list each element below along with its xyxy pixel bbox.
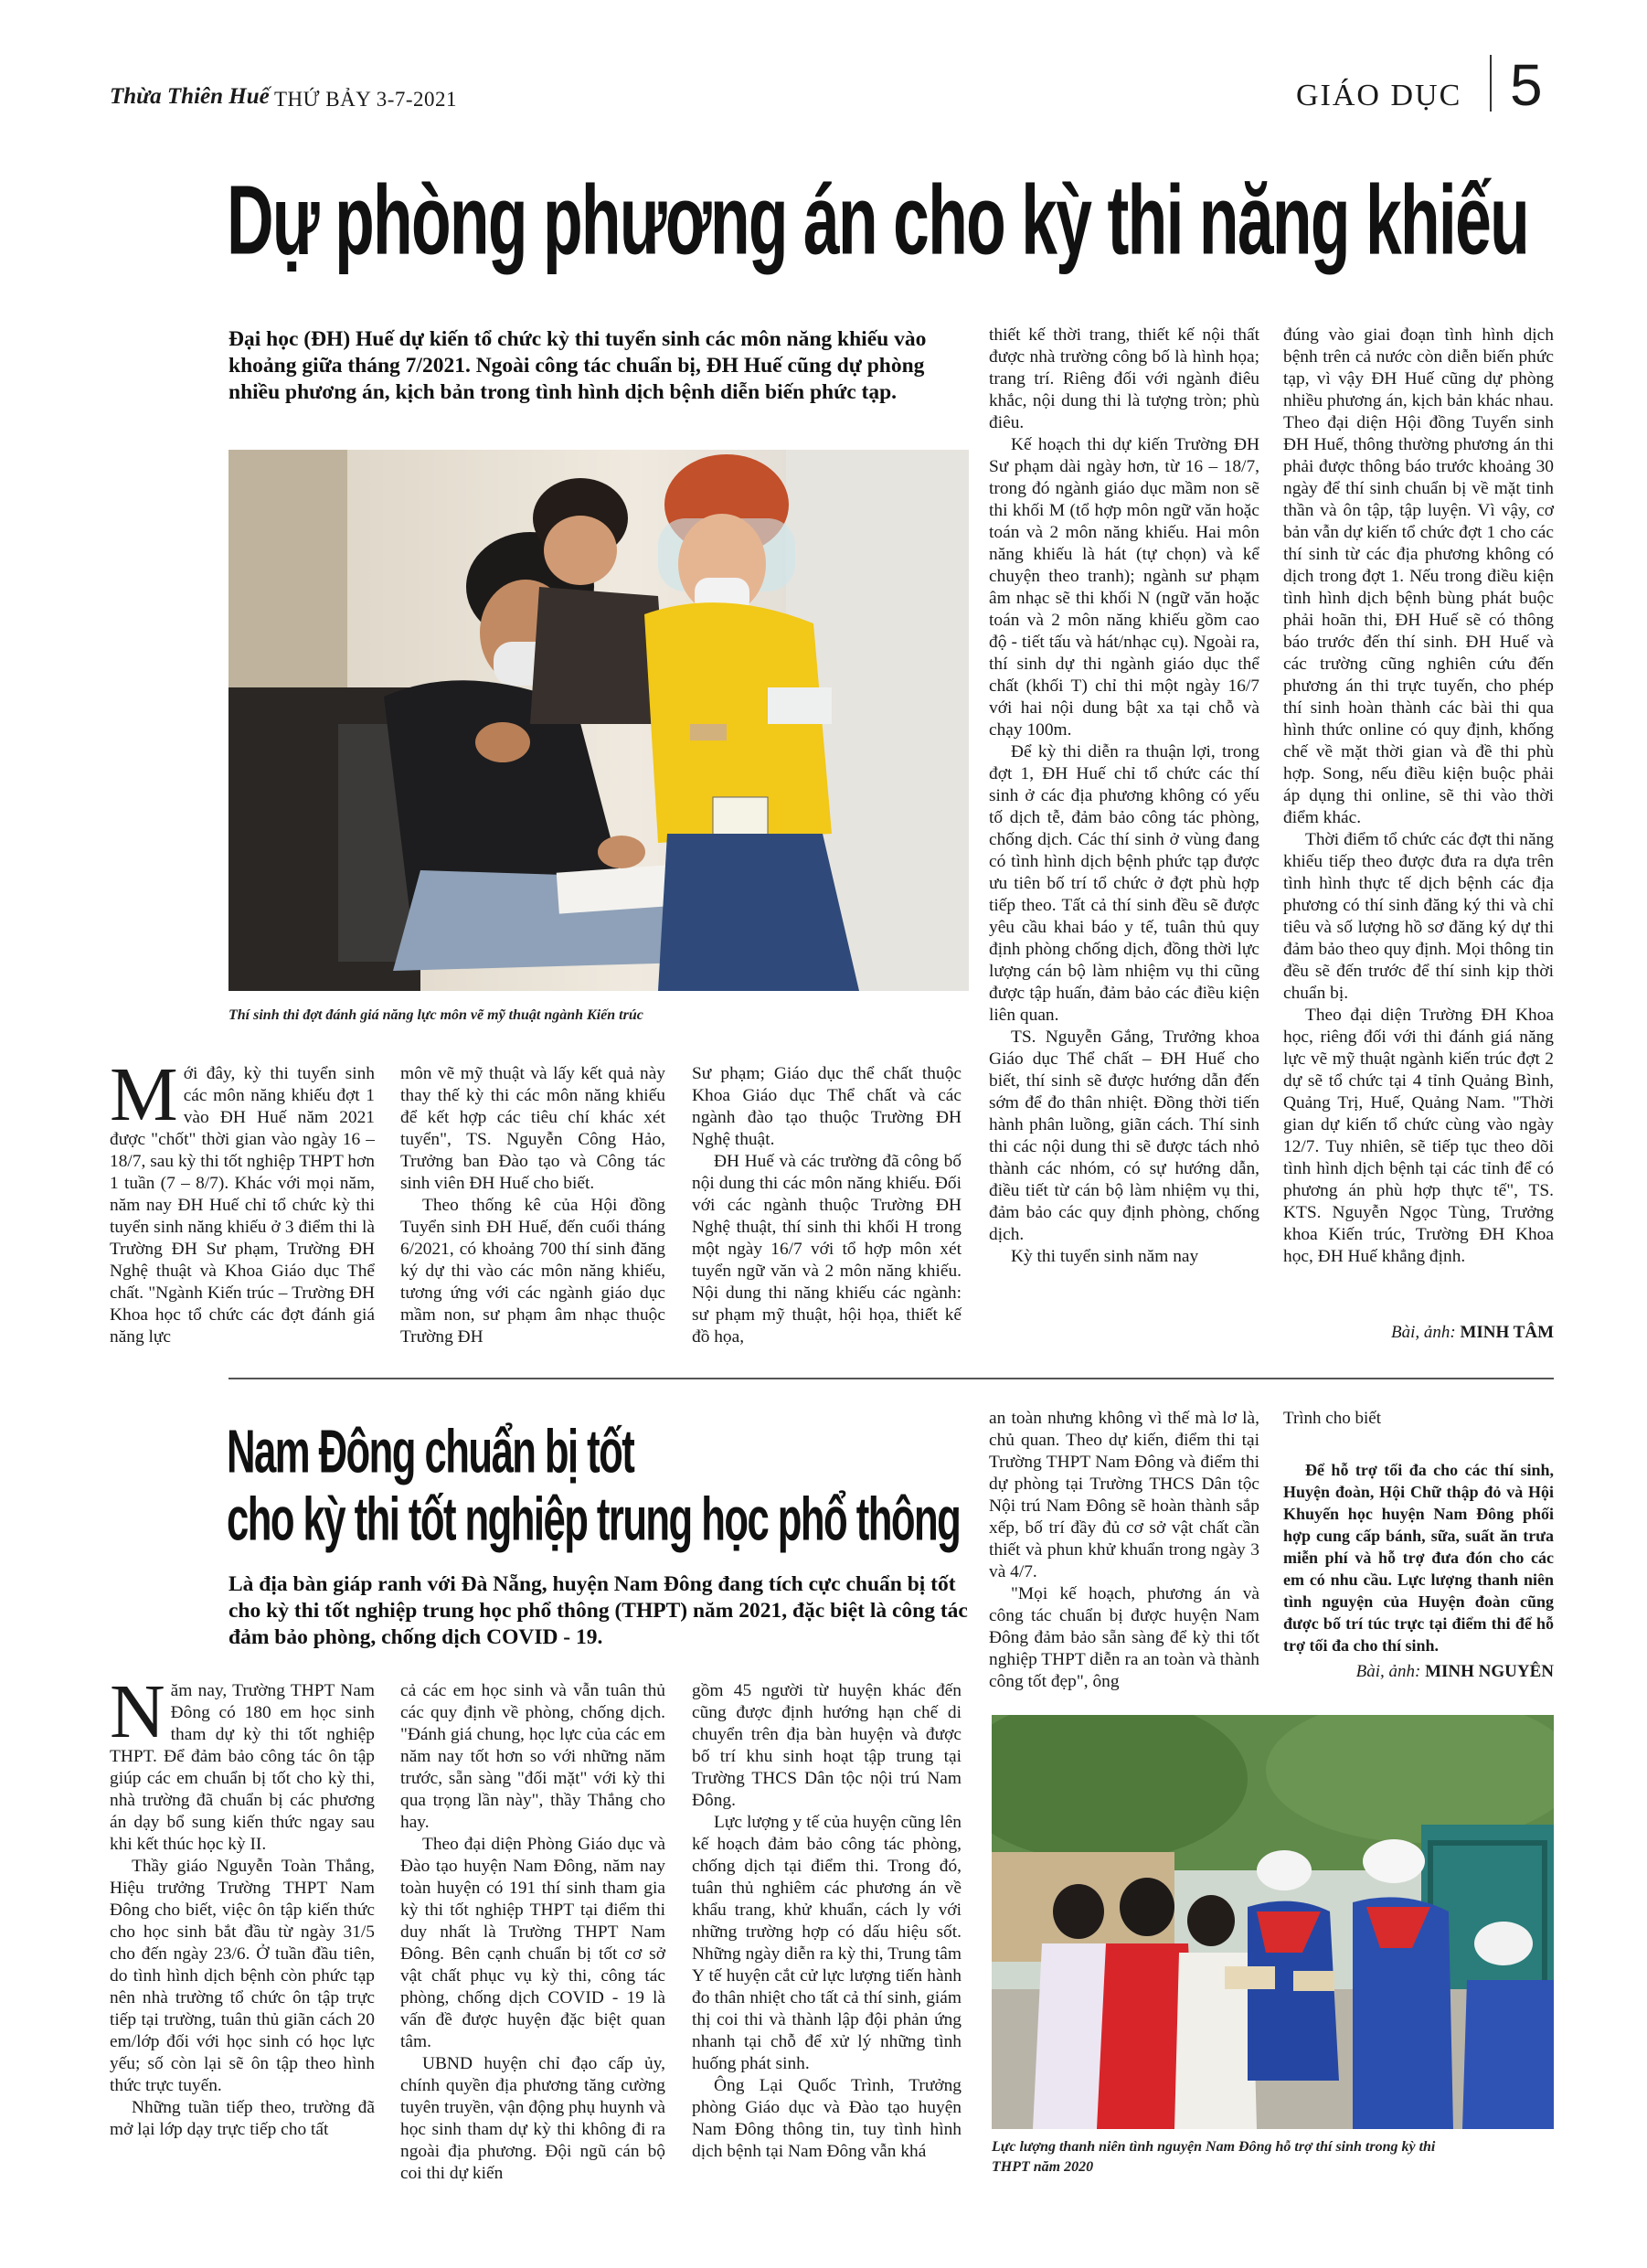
article2-column-3	[692, 1680, 962, 2163]
section-name: GIÁO DỤC	[1296, 79, 1462, 112]
article2-col2-p1: cả các em học sinh và vẫn tuân thủ các quy định về phòng, chống dịch. "Đánh giá chung, học lực của các em năm nay tốt hơn so với những năm trước, sẵn sàng "đối mặt" với kỳ thi qua trọng lần này", thầy Thắng cho hay.	[400, 1681, 665, 1832]
article1-col3-p2: ĐH Huế và các trường đã công bố nội dung thi các môn năng khiếu. Đối với các ngành thuộc Trường ĐH Nghệ thuật, thí sinh thi khối H trong một ngày 16/7 với tổ hợp môn xét tuyển ngữ văn và 2 môn năng khiếu. Nội dung thi năng khiếu các ngành: sư phạm mỹ thuật, hội họa, thiết kế đồ họa,	[692, 1152, 962, 1347]
article1-col4-p3: Để kỳ thi diễn ra thuận lợi, trong đợt 1, ĐH Huế chỉ tổ chức các thí sinh ở các địa phương không có yếu tố dịch tễ, đảm bảo công tác phòng, chống dịch. Các thí sinh ở vùng đang có tình hình dịch bệnh phức tạp được ưu tiên bố trí tổ chức ở đợt phù hợp tiếp theo. Tất cả thí sinh đều sẽ được yêu cầu khai báo y tế, tuân thủ quy định phòng chống dịch, đồng thời lực lượng cán bộ làm nhiệm vụ thi cũng được tập huấn, đảm bảo các điều kiện liên quan.	[989, 742, 1259, 1025]
article2-headline-line1: Nam Đông chuẩn bị tốt	[227, 1416, 634, 1485]
article1-headline: Dự phòng phương án cho kỳ thi năng khiếu	[227, 165, 1529, 276]
page-number: 5	[1510, 52, 1543, 118]
article1-dropcap: M	[110, 1052, 178, 1137]
article2-dropcap: N	[110, 1669, 165, 1754]
article2-col1-p2: Thầy giáo Nguyễn Toàn Thắng, Hiệu trưởng Trường THPT Nam Đông cho biết, việc ôn tập kiến thức cho học sinh bắt đầu từ ngày 31/5 cho đến ngày 23/6. Ở tuần đầu tiên, do tình hình dịch bệnh còn phức tạp nên nhà trường tổ chức ôn tập trực tiếp tại trường, tuân thủ giãn cách 20 em/lớp đối với học sinh có học lực yếu; số còn lại sẽ ôn tập theo hình thức trực tuyến.	[110, 1857, 375, 2095]
article1-col2-p2: Theo thống kê của Hội đồng Tuyển sinh ĐH Huế, đến cuối tháng 6/2021, có khoảng 700 thí sinh đăng ký dự thi vào các môn năng khiếu, tương ứng với các ngành giáo dục mầm non, sư phạm âm nhạc thuộc Trường ĐH	[400, 1196, 665, 1347]
article1-col4-p1: thiết kế thời trang, thiết kế nội thất được nhà trường công bố là hình họa; trang trí. Riêng đối với ngành điêu khắc, nội dung thi là tượng tròn; phù điêu.	[989, 325, 1259, 432]
article1-column-3	[692, 1063, 962, 1348]
article1-column-4	[989, 325, 1259, 1268]
article2-sidebar-box: Để hỗ trợ tối đa cho các thí sinh, Huyện đoàn, Hội Chữ thập đỏ và Hội Khuyến học huyện Nam Đông phối hợp cung cấp bánh, sữa, suất ăn trưa miễn phí và hỗ trợ đưa đón cho các em có nhu cầu. Lực lượng thanh niên tình nguyện của Huyện đoàn cũng được bố trí túc trực tại điểm thi để hỗ trợ tối đa cho thí sinh.	[1283, 1461, 1554, 1655]
article2-column-2	[400, 1680, 665, 2185]
article1-col5-p2: Thời điểm tổ chức các đợt thi năng khiếu tiếp theo được đưa ra dựa trên tình hình thực tế dịch bệnh các địa phương có thí sinh đăng ký thi và chỉ tiêu và số lượng hồ sơ đăng ký dự thi đảm bảo theo quy định. Mọi thông tin đều sẽ đến trước để thí sinh kịp thời chuẩn bị.	[1283, 830, 1554, 1003]
article2-col1-p3: Những tuần tiếp theo, trường đã mở lại lớp dạy trực tiếp cho tất	[110, 2098, 375, 2139]
article1-col4-p5: Kỳ thi tuyển sinh năm nay	[1011, 1247, 1199, 1266]
volunteers-photo	[992, 1715, 1554, 2129]
article2-lead: Là địa bàn giáp ranh với Đà Nẵng, huyện Nam Đông đang tích cực chuẩn bị tốt cho kỳ thi tốt nghiệp trung học phổ thông (THPT) năm 2021, đặc biệt là công tác đảm bảo phòng, chống dịch COVID - 19.	[228, 1572, 968, 1649]
article2-col4-p1: an toàn nhưng không vì thế mà lơ là, chủ quan. Theo dự kiến, điểm thi tại Trường THPT Nam Đông và điểm thi dự phòng tại Trường THCS Dân tộc Nội trú Nam Đông sẽ hoàn thành sắp xếp, bố trí đầy đủ cơ sở vật chất cần thiết và phun khử khuẩn trong ngày 3 và 4/7.	[989, 1409, 1259, 1581]
article2-photo	[992, 1715, 1554, 2129]
article2-byline	[1283, 1662, 1554, 1682]
article2-col2-p3: UBND huyện chỉ đạo cấp ủy, chính quyền địa phương tăng cường tuyên truyền, vận động phụ huynh và học sinh tham dự kỳ thi không đi ra ngoài địa phương. Đội ngũ cán bộ coi thi dự kiến	[400, 2054, 665, 2183]
article1-lead: Đại học (ĐH) Huế dự kiến tổ chức kỳ thi tuyển sinh các môn năng khiếu vào khoảng giữa tháng 7/2021. Ngoài công tác chuẩn bị, ĐH Huế cũng dự phòng nhiều phương án, kịch bản trong tình hình dịch bệnh diễn biến phức tạp.	[228, 327, 927, 404]
article1-col4-p2: Kế hoạch thi dự kiến Trường ĐH Sư phạm dài ngày hơn, từ 16 – 18/7, trong đó ngành giáo dục mầm non sẽ thi khối M (tổ hợp môn ngữ văn hoặc toán và 2 môn năng khiếu. Hai môn năng khiếu là hát (tự chọn) và kể chuyện theo tranh); ngành sư phạm âm nhạc sẽ thi khối N (ngữ văn hoặc toán và 2 môn năng khiếu gồm cao độ - tiết tấu và hát/nhạc cụ). Ngoài ra, thí sinh dự thi ngành giáo dục thể chất (khối T) chỉ thi một ngày 16/7 với hai nội dung bật xa tại chỗ và chạy 100m.	[989, 435, 1259, 740]
article2-photo-caption: Lực lượng thanh niên tình nguyện Nam Đông hỗ trợ thí sinh trong kỳ thi THPT năm 2020	[992, 2139, 1436, 2175]
article1-photo	[228, 450, 969, 991]
article2-col2-p2: Theo đại diện Phòng Giáo dục và Đào tạo huyện Nam Đông, năm nay toàn huyện có 191 thí sinh tham gia kỳ thi tốt nghiệp THPT tại điểm thi duy nhất là Trường THPT Nam Đông. Bên cạnh chuẩn bị tốt cơ sở vật chất phục vụ kỳ thi, công tác phòng, chống dịch COVID - 19 là vấn đề được huyện đặc biệt quan tâm.	[400, 1835, 665, 2051]
article2-column-4	[989, 1408, 1259, 1693]
article2-column-1	[110, 1669, 375, 2141]
article2-byline-label: Bài, ảnh:	[1355, 1662, 1421, 1681]
article2-col3-p1: gồm 45 người từ huyện khác đến cũng được định hướng hạn chế di chuyển trên địa bàn huyện và được bố trí khu sinh hoạt tập trung tại Trường THCS Dân tộc nội trú Nam Đông.	[692, 1681, 962, 1810]
article2-col3-p2: Lực lượng y tế của huyện cũng lên kế hoạch đảm bảo công tác phòng, chống dịch tại điểm thi. Trong đó, tuân thủ nghiêm các phương án về khẩu trang, khử khuẩn, cách ly với những trường hợp có dấu hiệu sốt. Những ngày diễn ra kỳ thi, Trung tâm Y tế huyện cắt cử lực lượng tiến hành đo thân nhiệt cho tất cả thí sinh, giám thị coi thi và thành lập đội phản ứng nhanh tại chỗ để xử lý những tình huống phát sinh.	[692, 1813, 962, 2073]
article2-col1-p1: ăm nay, Trường THPT Nam Đông có 180 em học sinh tham dự kỳ thi tốt nghiệp THPT. Để đảm bảo công tác ôn tập giúp các em chuẩn bị tốt cho kỳ thi, nhà trường đã chuẩn bị các phương án dạy bổ sung kiến thức ngay sau khi kết thúc học kỳ II.	[110, 1681, 375, 1854]
exam-drawing-photo	[228, 450, 969, 991]
article1-col5-p1: đúng vào giai đoạn tình hình dịch bệnh trên cả nước còn diễn biến phức tạp, vì vậy ĐH Huế cũng dự phòng nhiều phương án, kịch bản khác nhau. Theo đại diện Hội đồng Tuyển sinh ĐH Huế, thông thường phương án thi phải được thông báo trước khoảng 30 ngày để thí sinh chuẩn bị về mặt tinh thần và ôn tập, tập luyện. Vì vậy, cơ bản vẫn dự kiến tổ chức đợt 1 cho các thí sinh từ các địa phương không có dịch trong đợt 1. Nếu trong điều kiện tình hình dịch bệnh bùng phát buộc phải hoãn thi, ĐH Huế sẽ có thông báo trước đến thí sinh. ĐH Huế và các trường cũng nghiên cứu đến phương án thi trực tuyến, cho phép thí sinh hoàn thành các bài thi qua hình thức online có quy định, khống chế về mặt thời gian và đề thi phù hợp. Song, nếu điều kiện buộc phải áp dụng thi online, sẽ thi vào thời điểm khác.	[1283, 325, 1554, 827]
article1-column-1	[110, 1052, 375, 1348]
header-divider	[1490, 55, 1492, 112]
article1-col2-p1: môn vẽ mỹ thuật và lấy kết quả này thay thế kỳ thi các môn năng khiếu để kết hợp các tiêu chí khác xét tuyển", TS. Nguyễn Công Hảo, Trưởng ban Đào tạo và Công tác sinh viên ĐH Huế cho biết.	[400, 1064, 665, 1193]
article2-col4-p2: "Mọi kế hoạch, phương án và công tác chuẩn bị được huyện Nam Đông đảm bảo sẵn sàng để kỳ thi tốt nghiệp THPT diễn ra an toàn và thành công tốt đẹp", ông	[989, 1584, 1260, 1691]
article2-continued-text: Trình cho biết	[1283, 1409, 1381, 1428]
article1-col4-p4: TS. Nguyễn Gắng, Trưởng khoa Giáo dục Thể chất – ĐH Huế cho biết, thí sinh sẽ được hướng dẫn đến sớm để đo thân nhiệt. Đồng thời tiến hành phân luồng, giãn cách. Thí sinh thi các nội dung thi sẽ được tách nhỏ thành các nhóm, có sự hướng dẫn, điều tiết từ cán bộ làm nhiệm vụ thi, đảm bảo các quy định phòng, chống dịch.	[989, 1028, 1259, 1244]
article1-col5-p3: Theo đại diện Trường ĐH Khoa học, riêng đối với thi đánh giá năng lực vẽ mỹ thuật ngành kiến trúc đợt 2 dự sẽ tổ chức tại 4 tỉnh Quảng Bình, Quảng Trị, Huế, Quảng Nam. "Thời gian dự kiến tổ chức cùng vào ngày 12/7. Tuy nhiên, sẽ tiếp tục theo dõi tình hình dịch bệnh tại các tỉnh để có phương án phù hợp thực tế", TS. KTS. Nguyễn Ngọc Tùng, Trưởng khoa Kiến trúc, Trường ĐH Khoa học, ĐH Huế khẳng định.	[1283, 1006, 1554, 1266]
article1-column-2	[400, 1063, 665, 1348]
article1-col1-text: ới đây, kỳ thi tuyển sinh các môn năng khiếu đợt 1 vào ĐH Huế năm 2021 được "chốt" thời gian vào ngày 16 – 18/7, sau kỳ thi tốt nghiệp THPT hơn 1 tuần (7 – 8/7). Khác với mọi năm, năm nay ĐH Huế chỉ tổ chức kỳ thi tuyển sinh năng khiếu ở 3 điểm thi là Trường ĐH Sư phạm, Trường ĐH Nghệ thuật và Khoa Giáo dục Thể chất. "Ngành Kiến trúc – Trường ĐH Khoa học tổ chức các đợt đánh giá năng lực	[110, 1064, 375, 1347]
article1-column-5	[1283, 325, 1554, 1268]
article1-col3-p1: Sư phạm; Giáo dục thể chất thuộc Khoa Giáo dục Thể chất và các ngành đào tạo thuộc Trường ĐH Nghệ thuật.	[692, 1064, 962, 1149]
article1-photo-caption: Thí sinh thi đợt đánh giá năng lực môn vẽ mỹ thuật ngành Kiến trúc	[228, 1007, 643, 1023]
article2-byline-name: MINH NGUYÊN	[1425, 1662, 1554, 1681]
article2-col3-p3: Ông Lại Quốc Trình, Trưởng phòng Giáo dục và Đào tạo huyện Nam Đông thông tin, tuy tình hình dịch bệnh tại Nam Đông vẫn khá	[692, 2076, 962, 2161]
article2-headline-line2: cho kỳ thi tốt nghiệp trung học phổ thông	[227, 1484, 961, 1553]
article1-byline-name: MINH TÂM	[1460, 1323, 1554, 1342]
article1-byline	[1283, 1323, 1554, 1343]
article-divider	[228, 1378, 1554, 1379]
issue-date: THỨ BẢY 3-7-2021	[274, 88, 458, 111]
newspaper-name: Thừa Thiên Huế	[110, 84, 270, 109]
article1-byline-label: Bài, ảnh:	[1390, 1323, 1456, 1342]
